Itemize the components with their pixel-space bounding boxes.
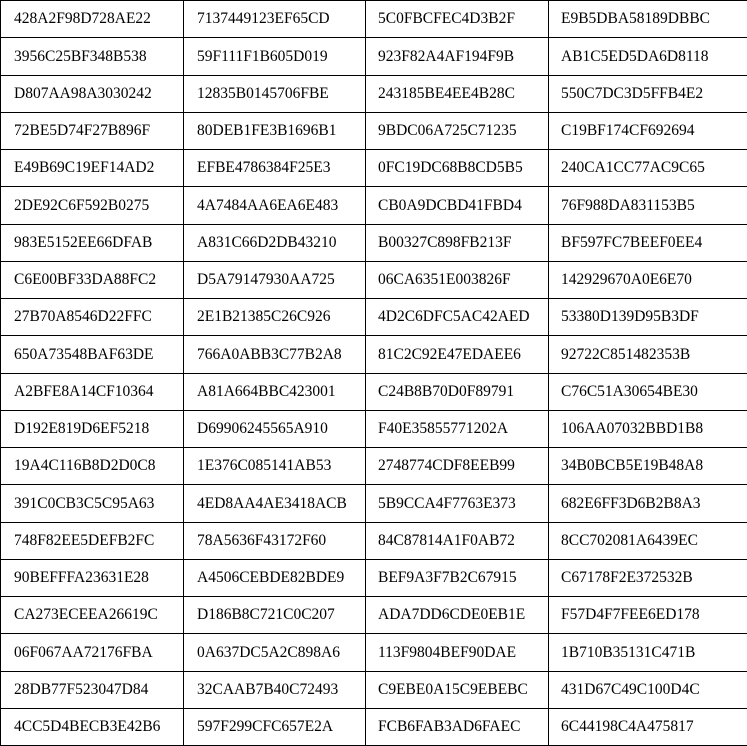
table-body (1, 1, 747, 746)
table-cell: 2E1B21385C26C926 (184, 299, 366, 336)
table-row (1, 261, 747, 298)
table-row (1, 336, 747, 373)
table-row (1, 522, 747, 559)
table-cell: ADA7DD6CDE0EB1E (366, 597, 549, 634)
table-cell: 142929670A0E6E70 (549, 261, 747, 298)
table-cell: C24B8B70D0F89791 (366, 373, 549, 410)
table-cell: A81A664BBC423001 (184, 373, 366, 410)
table-row (1, 410, 747, 447)
table-cell: 6C44198C4A475817 (549, 708, 747, 745)
table-cell: 113F9804BEF90DAE (366, 634, 549, 671)
table-cell: E9B5DBA58189DBBC (549, 1, 747, 38)
table-cell: 27B70A8546D22FFC (1, 299, 184, 336)
table-row (1, 187, 747, 224)
table-cell: 428A2F98D728AE22 (1, 1, 184, 38)
table-cell: D807AA98A3030242 (1, 75, 184, 112)
table-cell: 391C0CB3C5C95A63 (1, 485, 184, 522)
table-cell: 766A0ABB3C77B2A8 (184, 336, 366, 373)
table-cell: 9BDC06A725C71235 (366, 112, 549, 149)
table-cell: 682E6FF3D6B2B8A3 (549, 485, 747, 522)
table-cell: AB1C5ED5DA6D8118 (549, 38, 747, 75)
table-cell: 4ED8AA4AE3418ACB (184, 485, 366, 522)
table-cell: 92722C851482353B (549, 336, 747, 373)
table-cell: 06F067AA72176FBA (1, 634, 184, 671)
table-row (1, 1, 747, 38)
table-cell: D69906245565A910 (184, 410, 366, 447)
table-cell: 5B9CCA4F7763E373 (366, 485, 549, 522)
table-cell: 80DEB1FE3B1696B1 (184, 112, 366, 149)
table-cell: 5C0FBCFEC4D3B2F (366, 1, 549, 38)
table-cell: A831C66D2DB43210 (184, 224, 366, 261)
table-cell: 28DB77F523047D84 (1, 671, 184, 708)
table-cell: 34B0BCB5E19B48A8 (549, 448, 747, 485)
table-cell: 650A73548BAF63DE (1, 336, 184, 373)
table-cell: 240CA1CC77AC9C65 (549, 150, 747, 187)
table-row (1, 373, 747, 410)
table-row (1, 299, 747, 336)
table-cell: D186B8C721C0C207 (184, 597, 366, 634)
table-cell: 243185BE4EE4B28C (366, 75, 549, 112)
table-cell: 3956C25BF348B538 (1, 38, 184, 75)
table-cell: B00327C898FB213F (366, 224, 549, 261)
table-cell: 8CC702081A6439EC (549, 522, 747, 559)
table-cell: F40E35855771202A (366, 410, 549, 447)
table-cell: 81C2C92E47EDAEE6 (366, 336, 549, 373)
table-cell: CA273ECEEA26619C (1, 597, 184, 634)
table-cell: 2DE92C6F592B0275 (1, 187, 184, 224)
table-cell: 1E376C085141AB53 (184, 448, 366, 485)
table-cell: 7137449123EF65CD (184, 1, 366, 38)
table-row (1, 112, 747, 149)
table-cell: 0A637DC5A2C898A6 (184, 634, 366, 671)
table-cell: 4D2C6DFC5AC42AED (366, 299, 549, 336)
table-cell: 748F82EE5DEFB2FC (1, 522, 184, 559)
table-row (1, 448, 747, 485)
table-row (1, 75, 747, 112)
table-cell: C19BF174CF692694 (549, 112, 747, 149)
table-cell: 84C87814A1F0AB72 (366, 522, 549, 559)
table-cell: 923F82A4AF194F9B (366, 38, 549, 75)
table-row (1, 559, 747, 596)
table-cell: 983E5152EE66DFAB (1, 224, 184, 261)
table-cell: CB0A9DCBD41FBD4 (366, 187, 549, 224)
table-row (1, 485, 747, 522)
table-cell: D192E819D6EF5218 (1, 410, 184, 447)
table-cell: C76C51A30654BE30 (549, 373, 747, 410)
table-cell: 0FC19DC68B8CD5B5 (366, 150, 549, 187)
table-cell: D5A79147930AA725 (184, 261, 366, 298)
table-cell: C9EBE0A15C9EBEBC (366, 671, 549, 708)
table-cell: 53380D139D95B3DF (549, 299, 747, 336)
table-cell: F57D4F7FEE6ED178 (549, 597, 747, 634)
table-cell: FCB6FAB3AD6FAEC (366, 708, 549, 745)
table-row (1, 150, 747, 187)
table-cell: 106AA07032BBD1B8 (549, 410, 747, 447)
table-cell: 597F299CFC657E2A (184, 708, 366, 745)
table-cell: 32CAAB7B40C72493 (184, 671, 366, 708)
table-cell: 06CA6351E003826F (366, 261, 549, 298)
table-cell: EFBE4786384F25E3 (184, 150, 366, 187)
table-cell: 78A5636F43172F60 (184, 522, 366, 559)
table-cell: 59F111F1B605D019 (184, 38, 366, 75)
table-row (1, 634, 747, 671)
table-row (1, 708, 747, 745)
table-cell: E49B69C19EF14AD2 (1, 150, 184, 187)
table-cell: 19A4C116B8D2D0C8 (1, 448, 184, 485)
table-cell: BF597FC7BEEF0EE4 (549, 224, 747, 261)
table-cell: C67178F2E372532B (549, 559, 747, 596)
table-cell: 12835B0145706FBE (184, 75, 366, 112)
table-cell: 4A7484AA6EA6E483 (184, 187, 366, 224)
table-cell: BEF9A3F7B2C67915 (366, 559, 549, 596)
table-cell: 431D67C49C100D4C (549, 671, 747, 708)
table-row (1, 597, 747, 634)
table-row (1, 671, 747, 708)
table-cell: C6E00BF33DA88FC2 (1, 261, 184, 298)
table-cell: 4CC5D4BECB3E42B6 (1, 708, 184, 745)
table-cell: 1B710B35131C471B (549, 634, 747, 671)
table-cell: 72BE5D74F27B896F (1, 112, 184, 149)
table-cell: 550C7DC3D5FFB4E2 (549, 75, 747, 112)
table-cell: A2BFE8A14CF10364 (1, 373, 184, 410)
table-cell: 90BEFFFA23631E28 (1, 559, 184, 596)
table-row (1, 224, 747, 261)
table-cell: A4506CEBDE82BDE9 (184, 559, 366, 596)
table-cell: 76F988DA831153B5 (549, 187, 747, 224)
table-cell: 2748774CDF8EEB99 (366, 448, 549, 485)
table-row (1, 38, 747, 75)
